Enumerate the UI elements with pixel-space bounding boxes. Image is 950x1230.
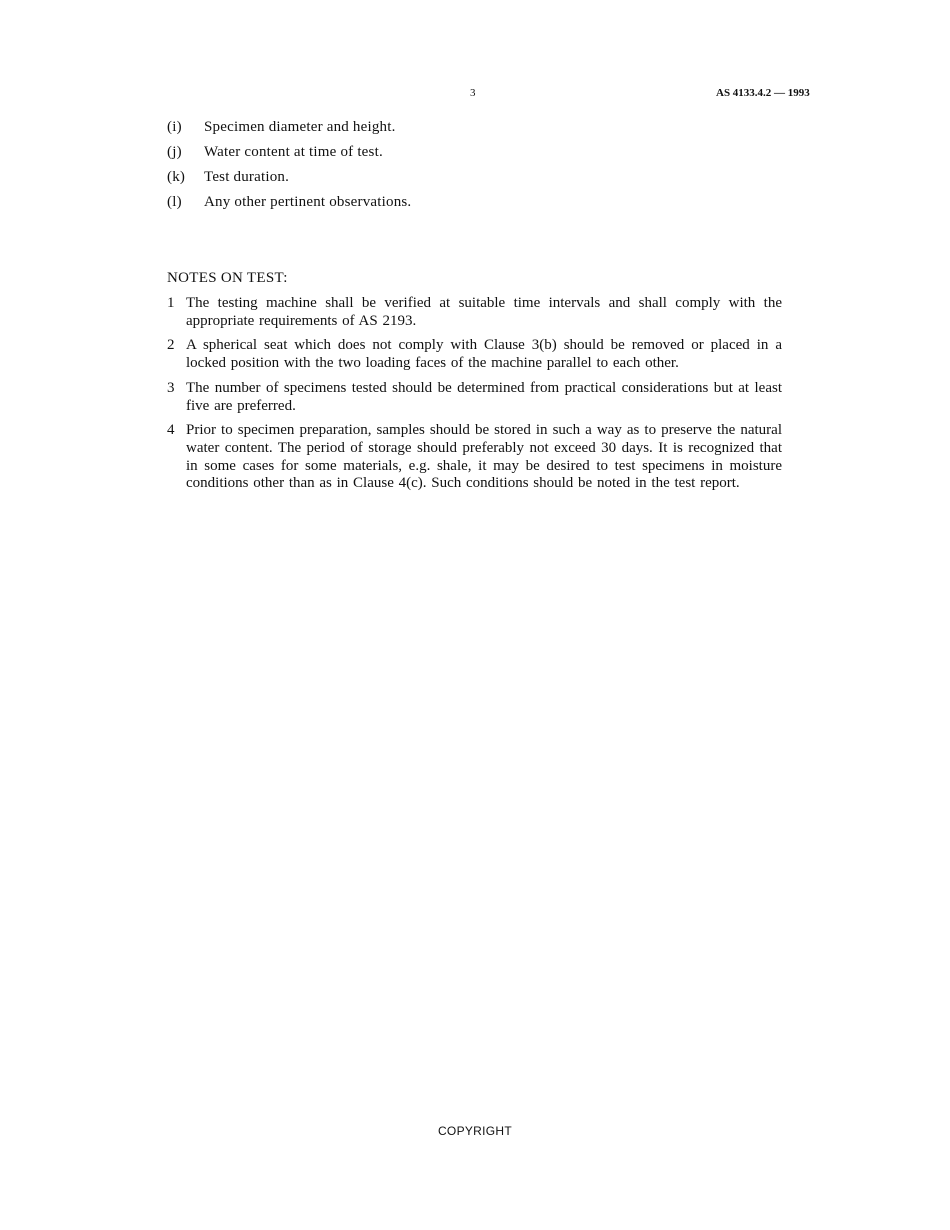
- note-entry: [167, 380, 782, 415]
- copyright-footer: COPYRIGHT: [437, 1124, 513, 1138]
- note-text: The number of specimens tested should be determined from practical considerations but at least five are preferred.: [186, 379, 782, 414]
- note-entry: [167, 422, 782, 493]
- note-entry: [167, 337, 782, 372]
- item-text: Any other pertinent observations.: [204, 194, 412, 210]
- standard-reference: AS 4133.4.2 — 1993: [716, 87, 810, 99]
- item-marker: (j): [167, 144, 182, 160]
- item-marker: (l): [167, 194, 182, 210]
- list-item: [167, 118, 787, 143]
- note-text: Prior to specimen preparation, samples should be stored in such a way as to preserve the natural water content. The period of storage should preferably not exceed 30 days. It is recognized that in some cases for some materials, e.g. shale, it may be desired to test specimens in moisture conditions other than as in Clause 4(c). Such conditions should be noted in the test report.: [186, 422, 782, 492]
- notes-list: [167, 295, 782, 500]
- list-item: [167, 143, 787, 168]
- notes-heading: NOTES ON TEST:: [167, 270, 288, 286]
- note-number: 3: [167, 379, 175, 396]
- list-item: [167, 168, 787, 193]
- note-entry: [167, 295, 782, 330]
- note-number: 2: [167, 337, 175, 354]
- list-item: [167, 193, 787, 218]
- note-text: The testing machine shall be verified at suitable time intervals and shall comply with the appropriate requirements of AS 2193.: [186, 295, 782, 329]
- item-text: Specimen diameter and height.: [204, 119, 396, 135]
- note-number: 1: [167, 295, 175, 311]
- item-text: Test duration.: [204, 169, 290, 185]
- item-marker: (k): [167, 169, 186, 185]
- note-number: 4: [167, 422, 175, 439]
- item-text: Water content at time of test.: [204, 144, 383, 160]
- page-number: 3: [470, 87, 476, 99]
- item-marker: (i): [167, 119, 182, 135]
- report-items-list: [167, 118, 787, 218]
- note-text: A spherical seat which does not comply with Clause 3(b) should be removed or placed in a locked position with the two loading faces of the machine parallel to each other.: [186, 337, 782, 372]
